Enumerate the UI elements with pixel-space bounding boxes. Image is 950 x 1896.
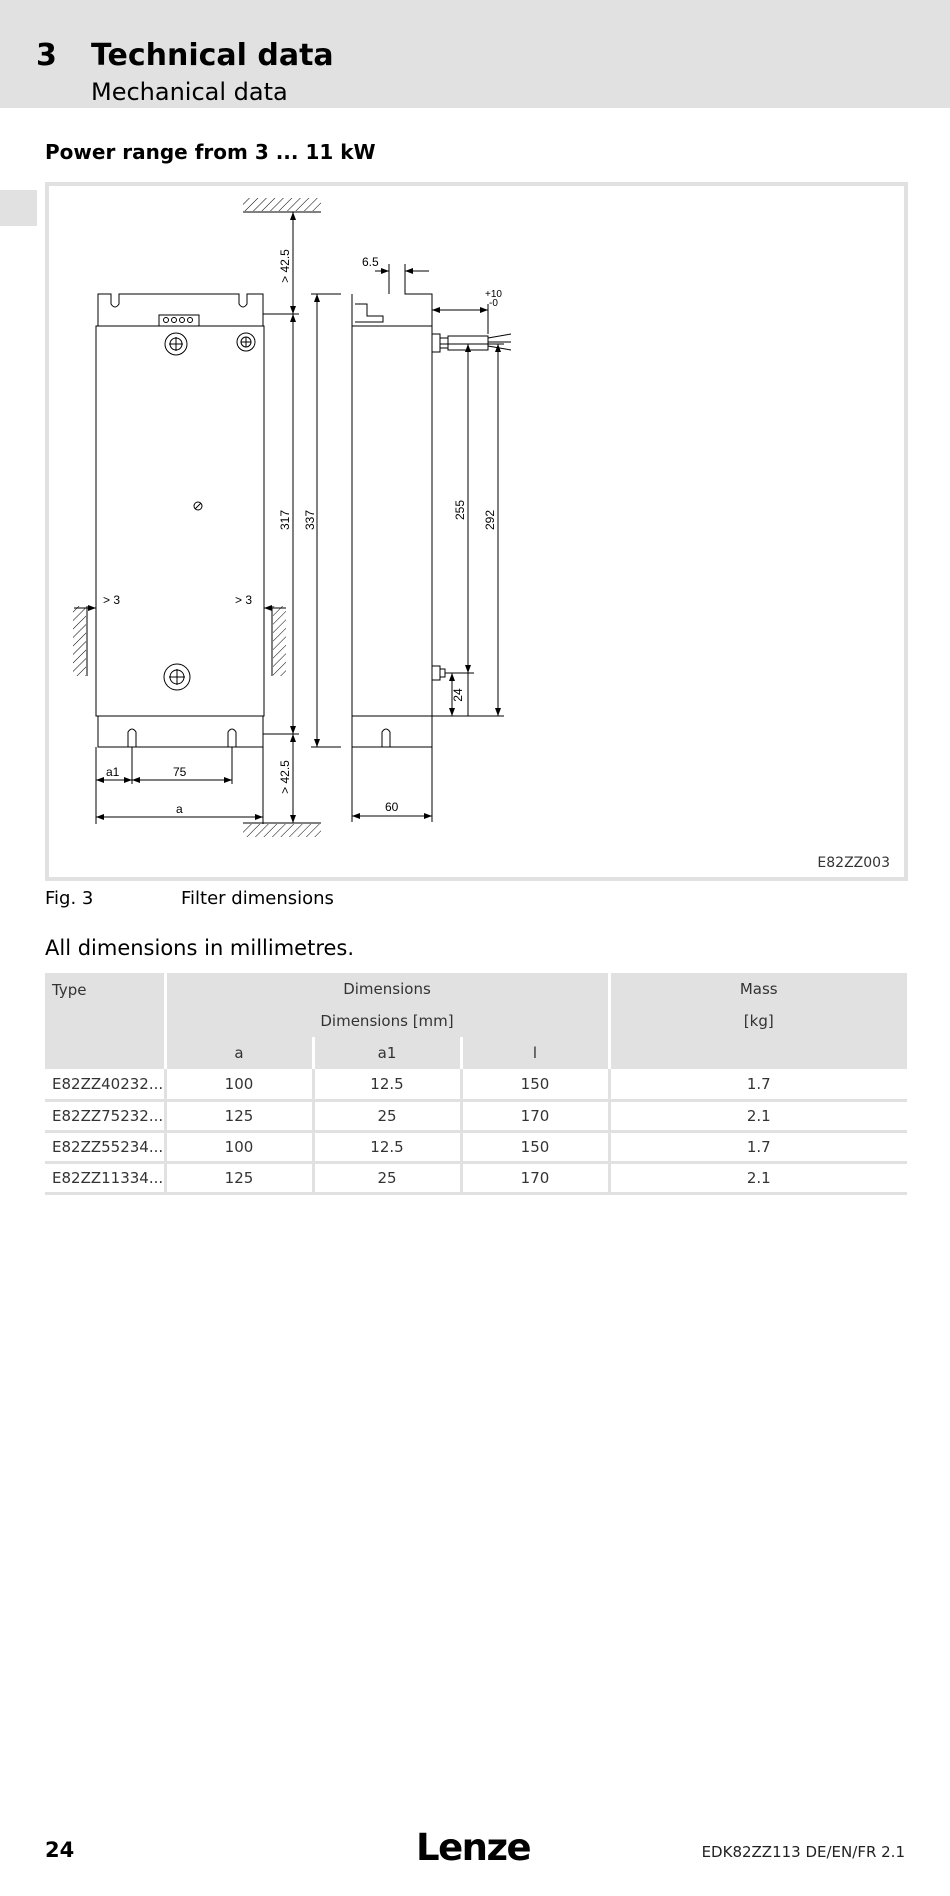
l-cell: 170 [461, 1100, 609, 1131]
l-cell: 150 [461, 1069, 609, 1100]
column-a-header: a [165, 1037, 313, 1069]
l-cell: 170 [461, 1162, 609, 1193]
type-cell: E82ZZ40232... [45, 1069, 165, 1100]
label-top-clearance: > 42.5 [278, 249, 292, 283]
table-row [45, 1069, 907, 1100]
width-dimension-lines [96, 747, 432, 824]
dimensions-table [45, 973, 907, 1195]
mass-unit: [kg] [609, 1005, 907, 1037]
chapter-side-tab [0, 190, 37, 226]
label-height-317: 317 [278, 509, 292, 531]
a-cell: 100 [165, 1069, 313, 1100]
type-cell: E82ZZ11334... [45, 1162, 165, 1193]
dimensions-sub-header: Dimensions [mm] [165, 1005, 609, 1037]
label-a: a [176, 802, 183, 816]
type-cell: E82ZZ55234... [45, 1131, 165, 1162]
label-a1: a1 [106, 765, 120, 779]
label-height-292: 292 [483, 509, 497, 531]
mass-cell: 1.7 [609, 1131, 907, 1162]
bottom-wall-hatch [243, 823, 321, 837]
label-height-337: 337 [303, 509, 317, 531]
section-heading: Power range from 3 ... 11 kW [45, 140, 376, 164]
filter-dimensions-figure [45, 182, 908, 881]
side-dimension-lines [375, 264, 504, 716]
a1-cell: 12.5 [313, 1131, 461, 1162]
chapter-title: Technical data [91, 38, 334, 73]
mass-cell: 2.1 [609, 1100, 907, 1131]
units-note: All dimensions in millimetres. [45, 936, 355, 960]
column-l-header: l [461, 1037, 609, 1069]
document-id: EDK82ZZ113 DE/EN/FR 2.1 [701, 1843, 905, 1861]
a-cell: 125 [165, 1162, 313, 1193]
a1-cell: 25 [313, 1162, 461, 1193]
chapter-subtitle: Mechanical data [91, 78, 288, 106]
label-height-24: 24 [451, 688, 465, 702]
label-width-75: 75 [173, 765, 187, 779]
mass-cell: 2.1 [609, 1162, 907, 1193]
label-right-gap: > 3 [235, 593, 253, 607]
page-number: 24 [45, 1838, 75, 1862]
drawing-code: E82ZZ003 [817, 855, 890, 871]
filter-front-view [96, 294, 264, 747]
right-wall-hatch [272, 606, 286, 676]
figure-caption: Filter dimensions [181, 888, 334, 909]
label-tolerance-plus: +10 [485, 289, 502, 300]
dimension-drawing [49, 186, 904, 877]
label-left-gap: > 3 [103, 593, 121, 607]
label-height-255: 255 [453, 499, 467, 521]
dimensions-header: Dimensions [165, 973, 609, 1005]
label-tab-width: 6.5 [362, 255, 379, 269]
a-cell: 125 [165, 1100, 313, 1131]
table-row [45, 1162, 907, 1193]
mass-blank-header [609, 1037, 907, 1069]
table-row [45, 1131, 907, 1162]
label-tolerance-minus: -0 [489, 298, 498, 309]
type-cell: E82ZZ75232... [45, 1100, 165, 1131]
a1-cell: 25 [313, 1100, 461, 1131]
a-cell: 100 [165, 1131, 313, 1162]
top-wall-hatch [243, 198, 321, 212]
a1-cell: 12.5 [313, 1069, 461, 1100]
type-header: Type [45, 973, 165, 1069]
column-a1-header: a1 [313, 1037, 461, 1069]
l-cell: 150 [461, 1131, 609, 1162]
left-wall-hatch [73, 606, 87, 676]
table-row [45, 1100, 907, 1131]
mass-cell: 1.7 [609, 1069, 907, 1100]
front-dimension-lines [263, 212, 341, 823]
label-bottom-clearance: > 42.5 [278, 760, 292, 794]
chapter-number: 3 [36, 38, 58, 73]
lenze-logo: Lenze [416, 1826, 531, 1869]
mass-header: Mass [609, 973, 907, 1005]
label-depth-60: 60 [385, 800, 399, 814]
figure-number: Fig. 3 [45, 888, 94, 909]
